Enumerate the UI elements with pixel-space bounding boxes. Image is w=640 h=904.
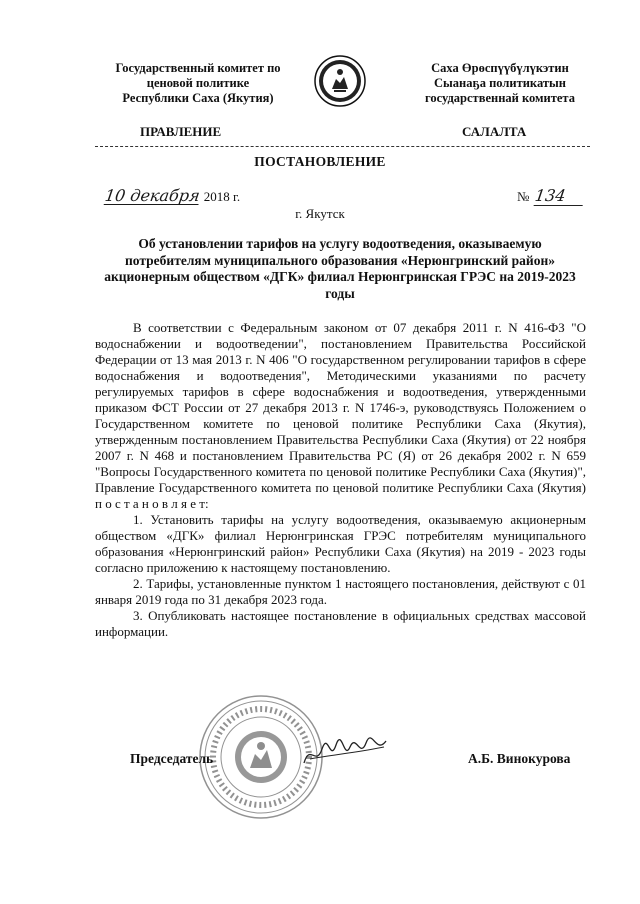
document-city: г. Якутск	[295, 206, 345, 221]
body-paragraph: В соответствии с Федеральным законом от 07 декабря 2011 г. N 416-ФЗ "О водоснабжении и водоотведении", постановлением Правительства Российской Федерации от 13 мая 2013 г. N 406 "О государственном регулировании тарифов в сфере водоснабжения и водоотведения", Методическими указаниями по расчету регулируемых тарифов в сфере водоснабжения и водоотведения, утвержденными приказом ФСТ России от 27 декабря 2013 г. N 1746-э, руководствуясь Положением о Государственном комитете по ценовой политике Республики Саха (Якутия), утвержденным постановлением Правительства Республики Саха (Якутия) от 22 ноября 2007 г. N 468 и постановлением Правительства РС (Я) от 26 декабря 2002 г. N 659 "Вопросы Государственного комитета по ценовой политике Республики Саха (Якутия)", Правление Государственного комитета по ценовой политике Республики Саха (Якутия) п о с т а н о в л я е т:	[95, 320, 586, 511]
header-left-org	[88, 61, 308, 106]
header-left-line: Республики Саха (Якутия)	[122, 91, 274, 105]
signer-name: А.Б. Винокурова	[468, 751, 571, 766]
document-title: Об установлении тарифов на услугу водоотведения, оказываемую потребителям муниципального образования «Нерюнгринский район» акционерным обществом «ДГК» филиал Нерюнгринская ГРЭС на 2019-2023 годы	[104, 236, 576, 301]
header-left-line: Государственный комитет по	[115, 61, 281, 75]
date-handwritten: 10 декабря	[103, 186, 202, 205]
republic-emblem-icon	[314, 55, 366, 107]
header-right-line: Сыанаҕа политикатын	[434, 76, 566, 90]
body-paragraph: 1. Установить тарифы на услугу водоотведения, оказываемую акционерным обществом «ДГК» филиал Нерюнгринская ГРЭС потребителям муниципального образования «Нерюнгринский район» Республики Саха (Якутия) на 2019 - 2023 годы согласно приложению к настоящему постановлению.	[95, 512, 586, 575]
body-paragraph: 2. Тарифы, установленные пунктом 1 настоящего постановления, действуют с 01 января 2019 года по 31 декабря 2023 года.	[95, 576, 586, 607]
dept-right-label: САЛАЛТА	[462, 124, 527, 139]
date-suffix: 2018 г.	[203, 189, 241, 204]
document-date	[105, 186, 240, 205]
document-body	[95, 320, 586, 640]
number-prefix: №	[517, 189, 530, 204]
chair-label: Председатель	[130, 751, 214, 766]
header-right-line: Саха Өрөспүүбүлүкэтин	[431, 61, 569, 75]
handwritten-signature	[300, 733, 390, 773]
header-right-line: государственнай комитета	[425, 91, 575, 105]
dept-left-label: ПРАВЛЕНИЕ	[140, 124, 222, 139]
body-paragraph: 3. Опубликовать настоящее постановление в официальных средствах массовой информации.	[95, 608, 586, 639]
document-number	[517, 186, 584, 206]
number-handwritten: 134	[534, 186, 585, 206]
header-right-org	[375, 61, 625, 106]
header-left-line: ценовой политике	[146, 76, 250, 90]
document-type: ПОСТАНОВЛЕНИЕ	[254, 154, 386, 169]
header-divider	[95, 146, 590, 147]
